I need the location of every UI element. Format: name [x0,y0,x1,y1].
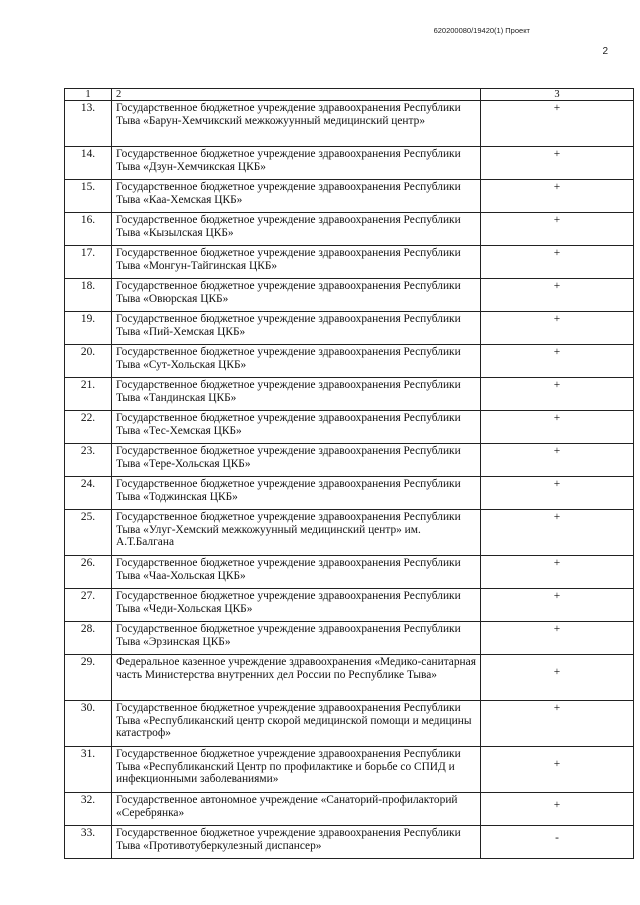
table-row [65,180,634,213]
institution-name: Государственное бюджетное учреждение здравоохранения Республики Тыва «Эрзинская ЦКБ» [112,622,481,655]
row-number: 21. [65,378,112,411]
row-number: 33. [65,826,112,859]
mark-value: + [553,148,561,160]
table-row [65,246,634,279]
row-number: 25. [65,510,112,556]
mark-value: - [555,832,559,844]
institution-name: Государственное бюджетное учреждение здравоохранения Республики Тыва «Барун-Хемчикский межкожуунный медицинский центр» [112,101,481,147]
row-mark [481,246,634,279]
mark-value: + [553,445,561,457]
column-header-name: 2 [112,89,481,101]
row-number: 16. [65,213,112,246]
row-mark [481,345,634,378]
row-number: 23. [65,444,112,477]
mark-value: + [553,590,561,602]
table-row [65,510,634,556]
row-number: 28. [65,622,112,655]
institution-name: Государственное бюджетное учреждение здравоохранения Республики Тыва «Улуг-Хемский межкожуунный медицинский центр» им. А.Т.Балгана [112,510,481,556]
row-number: 14. [65,147,112,180]
row-mark [481,279,634,312]
row-number: 22. [65,411,112,444]
institution-name: Государственное бюджетное учреждение здравоохранения Республики Тыва «Тандинская ЦКБ» [112,378,481,411]
table-row [65,312,634,345]
mark-value: + [553,214,561,226]
mark-value: + [553,280,561,292]
row-mark [481,701,634,747]
institution-name: Государственное бюджетное учреждение здравоохранения Республики Тыва «Каа-Хемская ЦКБ» [112,180,481,213]
institution-name: Государственное бюджетное учреждение здравоохранения Республики Тыва «Чаа-Хольская ЦКБ» [112,556,481,589]
row-number: 31. [65,747,112,793]
mark-value: + [553,666,561,678]
institution-name: Государственное бюджетное учреждение здравоохранения Республики Тыва «Тоджинская ЦКБ» [112,477,481,510]
institution-name: Государственное бюджетное учреждение здравоохранения Республики Тыва «Кызылская ЦКБ» [112,213,481,246]
row-number: 13. [65,101,112,147]
row-mark [481,589,634,622]
mark-value: + [553,379,561,391]
row-mark [481,510,634,556]
mark-value: + [553,102,561,114]
table-row [65,411,634,444]
row-number: 32. [65,793,112,826]
mark-value: + [553,623,561,635]
row-number: 17. [65,246,112,279]
row-mark [481,378,634,411]
row-mark [481,793,634,826]
institution-name: Государственное бюджетное учреждение здравоохранения Республики Тыва «Тере-Хольская ЦКБ» [112,444,481,477]
table-row [65,793,634,826]
table-row [65,622,634,655]
institution-name: Государственное бюджетное учреждение здравоохранения Республики Тыва «Монгун-Тайгинская ЦКБ» [112,246,481,279]
institution-name: Федеральное казенное учреждение здравоохранения «Медико-санитарная часть Министерства внутренних дел России по Республике Тыва» [112,655,481,701]
institution-name: Государственное бюджетное учреждение здравоохранения Республики Тыва «Противотуберкулезный диспансер» [112,826,481,859]
row-mark [481,622,634,655]
row-mark [481,101,634,147]
row-number: 19. [65,312,112,345]
table-row [65,701,634,747]
institution-name: Государственное бюджетное учреждение здравоохранения Республики Тыва «Тес-Хемская ЦКБ» [112,411,481,444]
page-number: 2 [602,46,608,57]
table-row [65,378,634,411]
mark-value: + [553,557,561,569]
row-number: 18. [65,279,112,312]
mark-value: + [553,181,561,193]
institutions-table [64,88,634,859]
row-mark [481,312,634,345]
row-number: 24. [65,477,112,510]
table-row [65,589,634,622]
row-number: 30. [65,701,112,747]
institution-name: Государственное бюджетное учреждение здравоохранения Республики Тыва «Республиканский Центр по профилактике и борьбе со СПИД и инфекционными заболеваниями» [112,747,481,793]
institution-name: Государственное бюджетное учреждение здравоохранения Республики Тыва «Пий-Хемская ЦКБ» [112,312,481,345]
row-mark [481,477,634,510]
row-mark [481,213,634,246]
row-number: 29. [65,655,112,701]
table-row [65,556,634,589]
row-number: 26. [65,556,112,589]
row-mark [481,556,634,589]
institution-name: Государственное бюджетное учреждение здравоохранения Республики Тыва «Республиканский центр скорой медицинской помощи и медицины катастроф» [112,701,481,747]
mark-value: + [553,758,561,770]
institution-name: Государственное бюджетное учреждение здравоохранения Республики Тыва «Дзун-Хемчикская ЦКБ» [112,147,481,180]
mark-value: + [553,247,561,259]
table-row [65,477,634,510]
table-row [65,826,634,859]
row-number: 27. [65,589,112,622]
row-mark [481,826,634,859]
table-row [65,101,634,147]
mark-value: + [553,313,561,325]
row-mark [481,655,634,701]
mark-value: + [553,511,561,523]
mark-value: + [553,478,561,490]
mark-value: + [553,346,561,358]
row-number: 20. [65,345,112,378]
row-mark [481,180,634,213]
mark-value: + [553,799,561,811]
table-row [65,213,634,246]
table-row [65,747,634,793]
table-row [65,655,634,701]
table-row [65,345,634,378]
row-mark [481,147,634,180]
table-header-row [65,89,634,101]
mark-value: + [553,412,561,424]
mark-value: + [553,702,561,714]
row-mark [481,444,634,477]
row-mark [481,411,634,444]
table-row [65,279,634,312]
column-header-mark: 3 [481,89,634,101]
institution-name: Государственное бюджетное учреждение здравоохранения Республики Тыва «Овюрская ЦКБ» [112,279,481,312]
document-id: 620200080/19420(1) Проект [433,26,530,35]
institution-name: Государственное бюджетное учреждение здравоохранения Республики Тыва «Сут-Хольская ЦКБ» [112,345,481,378]
table-row [65,444,634,477]
column-header-number: 1 [65,89,112,101]
row-number: 15. [65,180,112,213]
institution-name: Государственное автономное учреждение «Санаторий-профилакторий «Серебрянка» [112,793,481,826]
institution-name: Государственное бюджетное учреждение здравоохранения Республики Тыва «Чеди-Хольская ЦКБ» [112,589,481,622]
row-mark [481,747,634,793]
table-row [65,147,634,180]
